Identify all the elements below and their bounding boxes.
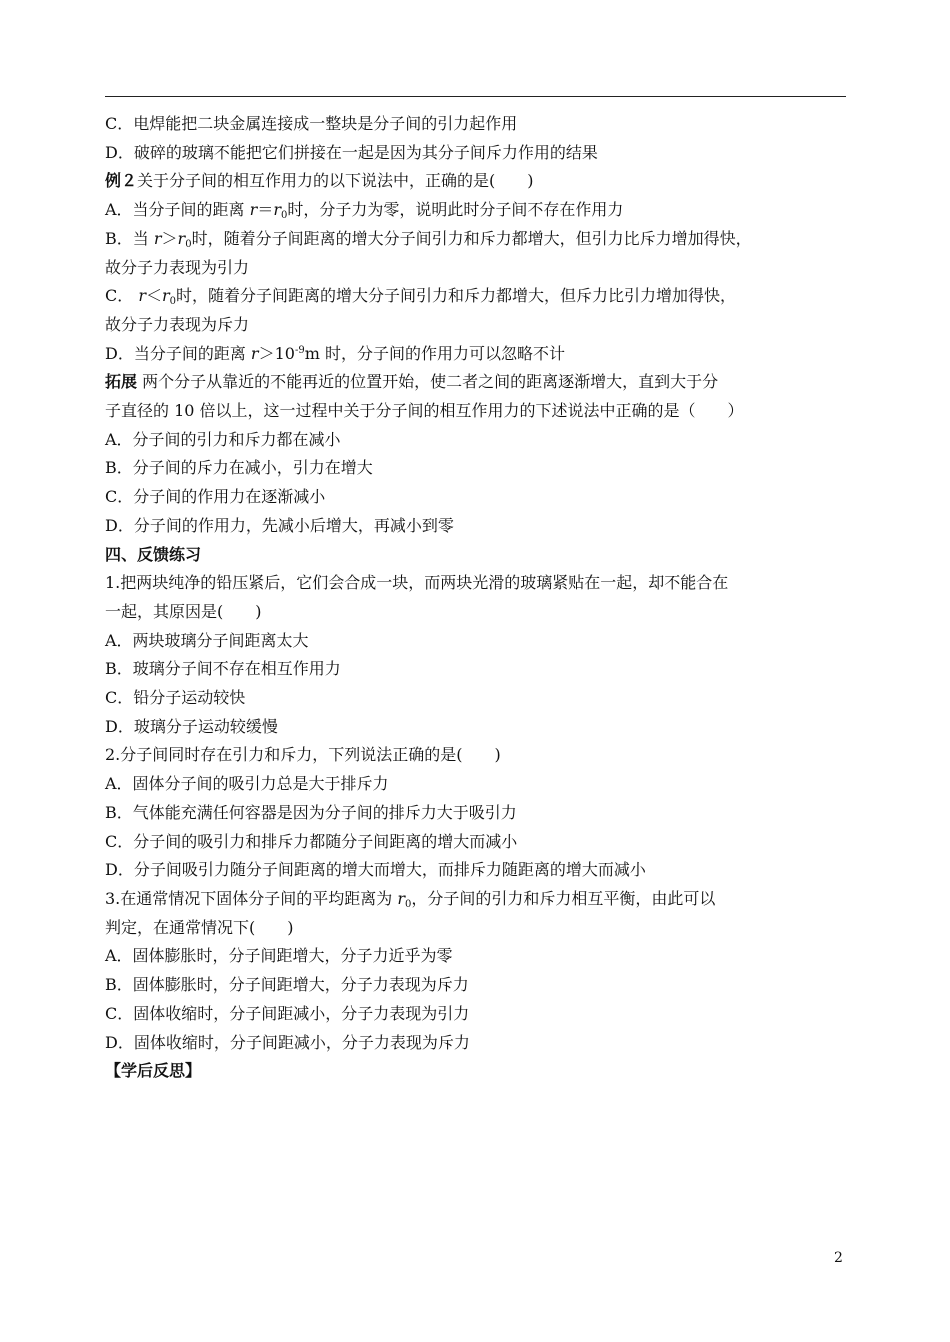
text-line: 2.分子间同时存在引力和斥力，下列说法正确的是( ): [105, 745, 501, 765]
option-c: [105, 282, 850, 311]
example-2-question: [105, 167, 850, 196]
text-line: B．气体能充满任何容器是因为分子间的排斥力大于吸引力: [105, 802, 517, 822]
text-line: C．分子间的作用力在逐渐减小: [105, 487, 326, 507]
seg: ＝: [257, 200, 274, 220]
seg: 0: [280, 210, 288, 222]
text-line: A．固体分子间的吸引力总是大于排斥力: [105, 774, 389, 794]
seg: 0: [405, 898, 412, 910]
header-rule: [105, 96, 846, 97]
seg: ，分子间的引力和斥力相互平衡，由此可以: [411, 888, 716, 908]
seg: r: [397, 888, 406, 908]
text-line: C．铅分子运动较快: [105, 688, 246, 708]
seg: 3.在通常情况下固体分子间的平均距离为: [105, 888, 398, 908]
seg: 0: [169, 296, 177, 308]
seg: D．当分子间的距离: [105, 343, 251, 363]
extension-label: 拓展: [105, 372, 138, 392]
seg: r: [153, 228, 162, 248]
seg: ＞: [161, 228, 178, 248]
seg: -9: [294, 344, 305, 356]
text-line: D．破碎的玻璃不能把它们拼接在一起是因为其分子间斥力作用的结果: [105, 142, 598, 162]
seg: r: [273, 200, 281, 220]
seg: r: [138, 286, 146, 306]
text-line: 故分子力表现为斥力: [105, 314, 250, 334]
seg: A．当分子间的距离: [105, 200, 250, 220]
seg: r: [177, 228, 186, 248]
option-a: [105, 196, 850, 225]
seg: r: [162, 286, 170, 306]
seg: B．当: [105, 228, 154, 248]
text-line: D．分子间的作用力，先减小后增大，再减小到零: [105, 515, 454, 535]
text-line: B．玻璃分子间不存在相互作用力: [105, 659, 341, 679]
question-3: [105, 885, 850, 914]
seg: ＞10: [258, 343, 295, 363]
seg: 时，随着分子间距离的增大分子间引力和斥力都增大，但引力比斥力增加得快，: [191, 228, 752, 248]
text-line: A．两块玻璃分子间距离太大: [105, 630, 309, 650]
text-line: B．分子间的斥力在减小，引力在增大: [105, 458, 373, 478]
text-line: D．玻璃分子运动较缓慢: [105, 716, 278, 736]
seg: 0: [185, 238, 192, 250]
text-line: C．固体收缩时，分子间距减小，分子力表现为引力: [105, 1003, 470, 1023]
text-line: 判定，在通常情况下( ): [105, 917, 294, 937]
section-heading: 四、反馈练习: [105, 544, 202, 564]
question-text: 关于分子间的相互作用力的以下说法中，正确的是( ): [137, 171, 534, 191]
text-line: A．分子间的引力和斥力都在减小: [105, 429, 341, 449]
seg: r: [250, 343, 259, 363]
text-line: C．分子间的吸引力和排斥力都随分子间距离的增大而减小: [105, 831, 518, 851]
seg: m 时，分子间的作用力可以忽略不计: [304, 343, 565, 363]
text-line: D．固体收缩时，分子间距减小，分子力表现为斥力: [105, 1032, 470, 1052]
seg: r: [249, 200, 258, 220]
seg: C．: [105, 286, 134, 306]
section-heading: 【学后反思】: [105, 1061, 202, 1081]
text-line: D．分子间吸引力随分子间距离的增大而增大，而排斥力随距离的增大而减小: [105, 860, 646, 880]
text-line: 一起，其原因是( ): [105, 601, 262, 621]
seg: ＜: [146, 286, 163, 306]
example-label: 例２: [105, 171, 138, 191]
seg: 时，分子力为零，说明此时分子间不存在作用力: [287, 200, 624, 220]
text-line: 子直径的 10 倍以上，这一过程中关于分子间的相互作用力的下述说法中正确的是（ ）: [105, 401, 744, 421]
page-number: 2: [834, 1250, 843, 1266]
text-line: 1.把两块纯净的铅压紧后，它们会合成一块，而两块光滑的玻璃紧贴在一起，却不能合在: [105, 573, 729, 593]
text-line: A．固体膨胀时，分子间距增大，分子力近乎为零: [105, 946, 453, 966]
question-text: 两个分子从靠近的不能再近的位置开始，使二者之间的距离逐渐增大，直到大于分: [137, 372, 719, 392]
text-line: B．固体膨胀时，分子间距增大，分子力表现为斥力: [105, 975, 469, 995]
seg: 时，随着分子间距离的增大分子间引力和斥力都增大，但斥力比引力增加得快，: [176, 286, 737, 306]
document-body: [105, 110, 850, 1086]
option-d: [105, 340, 850, 369]
option-b: [105, 225, 850, 254]
text-line: C．电焊能把二块金属连接成一整块是分子间的引力起作用: [105, 114, 518, 133]
text-line: 故分子力表现为引力: [105, 257, 250, 277]
extension-question: [105, 368, 850, 397]
